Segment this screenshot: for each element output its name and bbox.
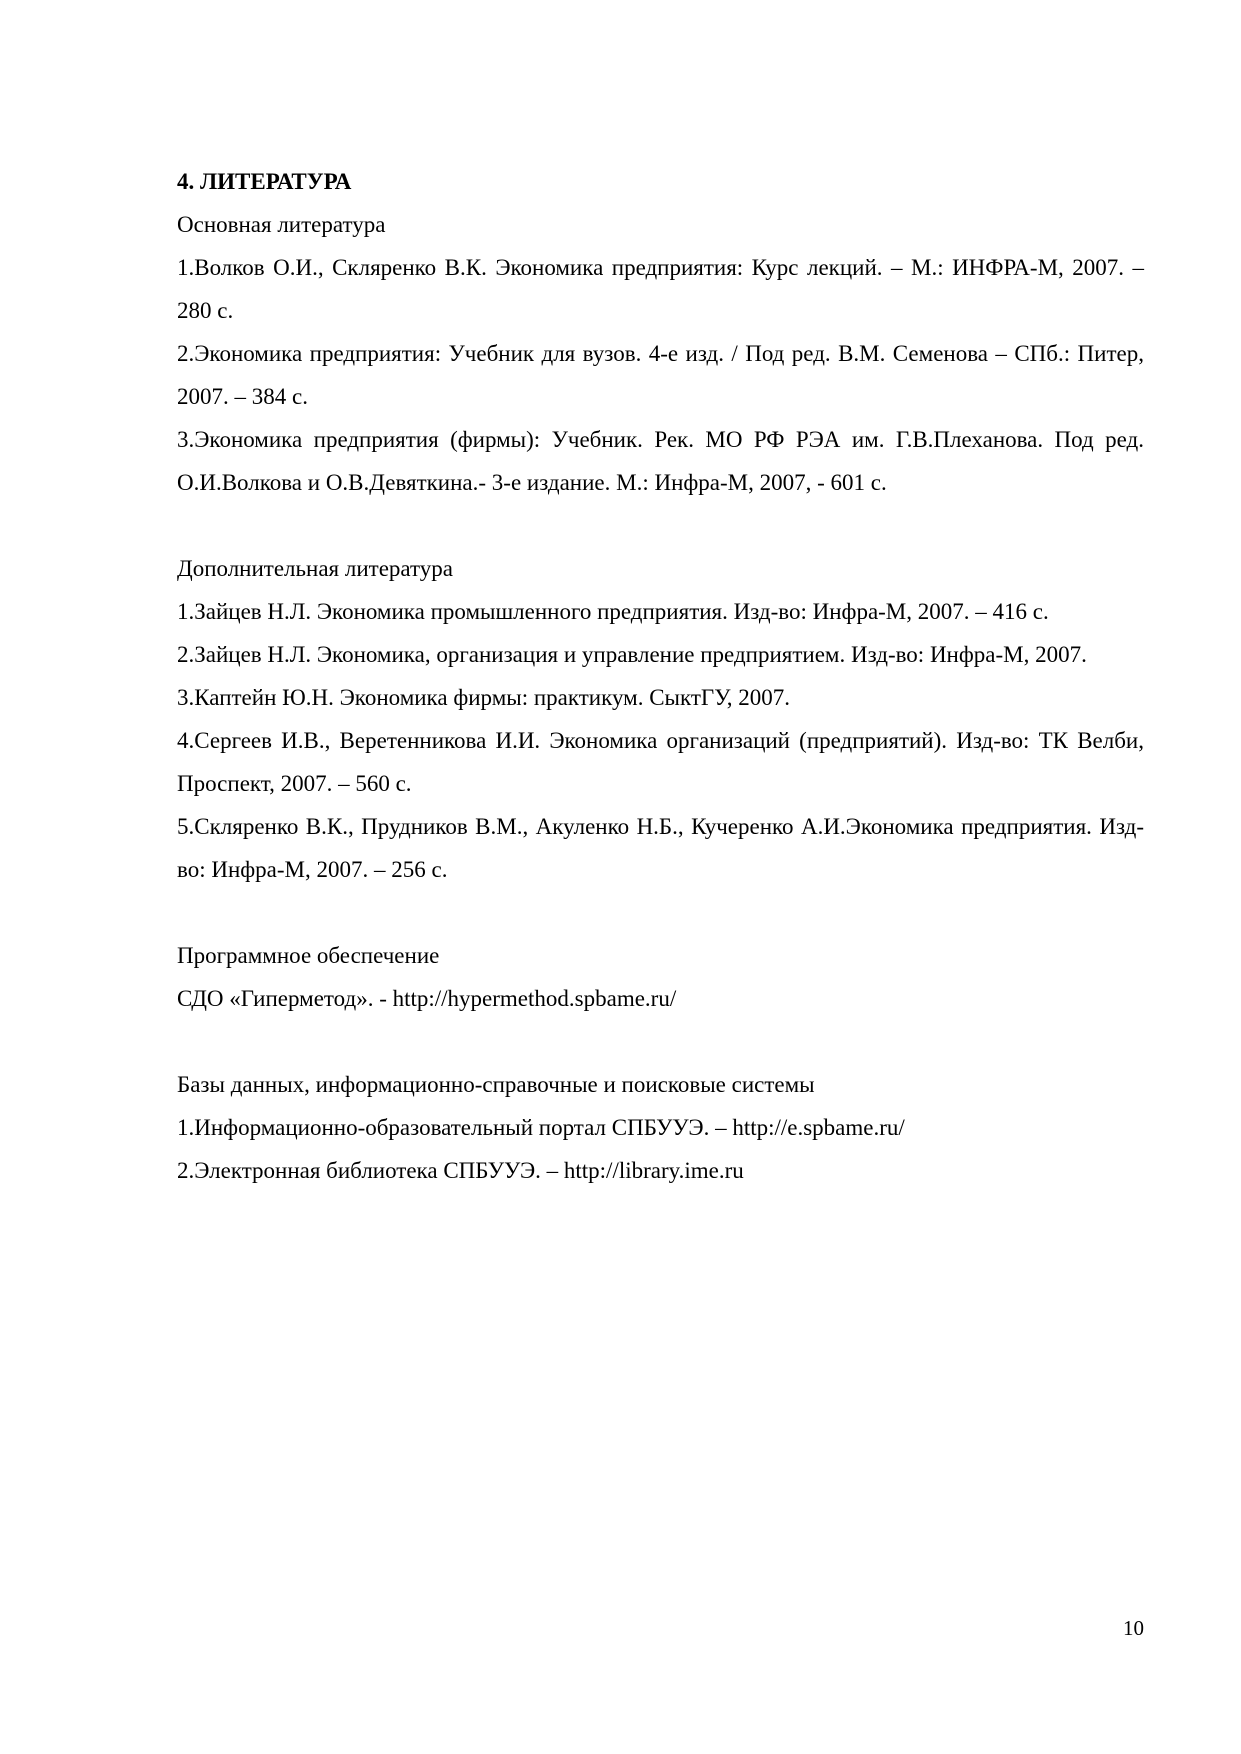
databases-item-1: 1.Информационно-образовательный портал СПБУУЭ. – http://e.spbame.ru/ <box>177 1115 905 1140</box>
additional-literature-item-2: 2.Зайцев Н.Л. Экономика, организация и управление предприятием. Изд-во: Инфра-М, 2007. <box>177 642 1087 667</box>
main-literature-item-1: 1.Волков О.И., Скляренко В.К. Экономика предприятия: Курс лекций. – М.: ИНФРА-М, 2007. – 280 с. <box>177 255 1144 323</box>
main-literature-item-3: 3.Экономика предприятия (фирмы): Учебник. Рек. МО РФ РЭА им. Г.В.Плеханова. Под ред. О.И.Волкова и О.В.Девяткина.- 3-е издание. М.: Инфра-М, 2007, - 601 с. <box>177 427 1144 495</box>
software-title: Программное обеспечение <box>177 943 440 968</box>
document-body <box>177 160 1144 1192</box>
section-spacer <box>177 504 1144 547</box>
page-number: 10 <box>1123 1616 1144 1640</box>
software-item-1: СДО «Гиперметод». - http://hypermethod.spbame.ru/ <box>177 986 677 1011</box>
additional-literature-item-1: 1.Зайцев Н.Л. Экономика промышленного предприятия. Изд-во: Инфра-М, 2007. – 416 с. <box>177 599 1049 624</box>
section-spacer <box>177 1020 1144 1063</box>
databases-title: Базы данных, информационно-справочные и поисковые системы <box>177 1072 815 1097</box>
additional-literature-item-5: 5.Скляренко В.К., Прудников В.М., Акуленко Н.Б., Кучеренко А.И.Экономика предприятия. Изд-во: Инфра-М, 2007. – 256 с. <box>177 814 1144 882</box>
section-spacer <box>177 891 1144 934</box>
main-literature-item-2: 2.Экономика предприятия: Учебник для вузов. 4-е изд. / Под ред. В.М. Семенова – СПб.: Питер, 2007. – 384 с. <box>177 341 1144 409</box>
additional-literature-title: Дополнительная литература <box>177 556 453 581</box>
main-literature-title: Основная литература <box>177 212 386 237</box>
additional-literature-item-4: 4.Сергеев И.В., Веретенникова И.И. Экономика организаций (предприятий). Изд-во: ТК Велби, Проспект, 2007. – 560 с. <box>177 728 1144 796</box>
section-heading: 4. ЛИТЕРАТУРА <box>177 169 352 194</box>
additional-literature-item-3: 3.Каптейн Ю.Н. Экономика фирмы: практикум. СыктГУ, 2007. <box>177 685 790 710</box>
databases-item-2: 2.Электронная библиотека СПБУУЭ. – http://library.ime.ru <box>177 1158 744 1183</box>
